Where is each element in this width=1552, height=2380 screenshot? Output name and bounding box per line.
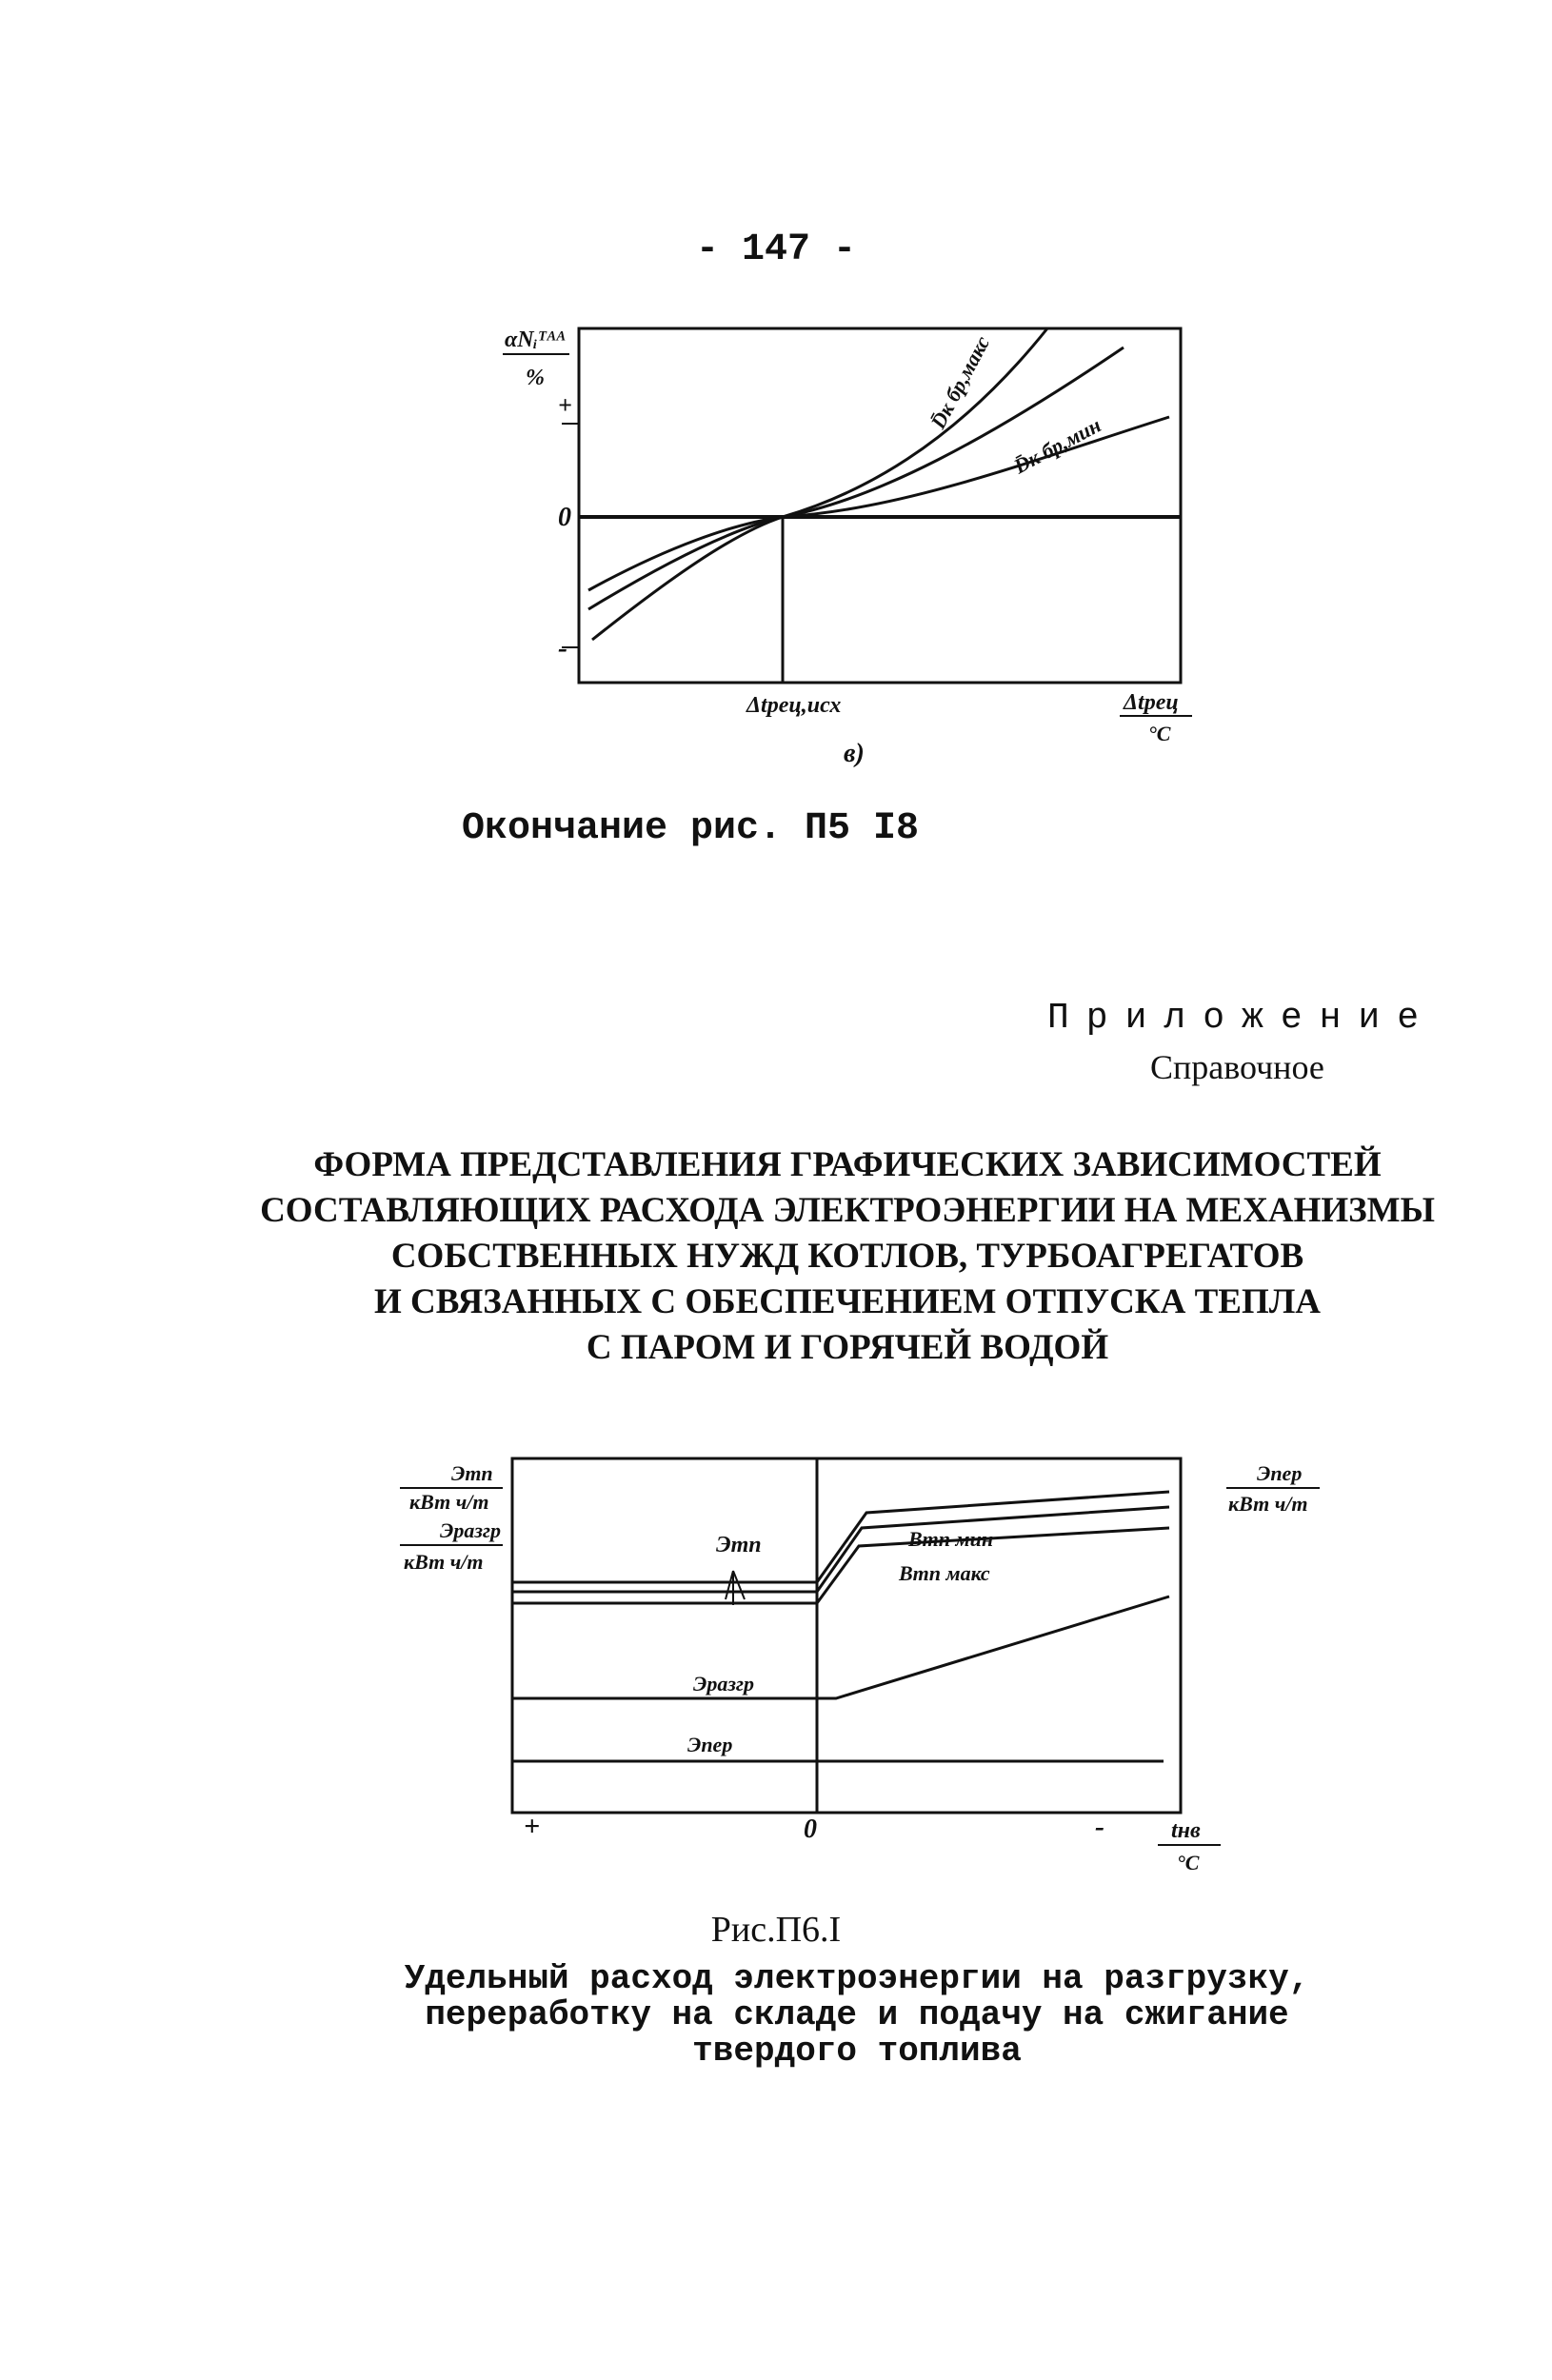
fig2-tick-plus: + <box>524 1811 541 1842</box>
fig1-tick-plus: + <box>558 391 572 419</box>
appendix-type: Справочное <box>1150 1048 1324 1086</box>
fig2-curve-label-max: Bтп макс <box>899 1561 990 1585</box>
page-number: - 147 - <box>695 228 857 271</box>
fig2-tp-pointer <box>726 1571 733 1599</box>
fig2-tp-pointer <box>733 1571 745 1599</box>
fig2-x-axis-label-top: tнв <box>1171 1818 1201 1843</box>
fig2-left-label-2-top: Эразгр <box>440 1518 502 1542</box>
fig2-curve-label-min: Bтп мин <box>908 1527 994 1551</box>
appendix-title: Приложение <box>1047 998 1437 1039</box>
figure-2-caption-line: Удельный расход электроэнергии на разгрузку, <box>404 1959 1310 1998</box>
fig2-frame <box>512 1458 1181 1813</box>
fig2-x-axis-label-bottom: °C <box>1177 1851 1200 1874</box>
fig2-curve-label-per: Эпер <box>687 1733 733 1756</box>
fig2-left-label-2-bottom: кВт ч/т <box>404 1550 484 1574</box>
fig2-right-label-bottom: кВт ч/т <box>1228 1492 1308 1516</box>
fig2-tick-zero: 0 <box>804 1815 817 1844</box>
fig1-y-label-top: αNᵢᵀᴬᴬ <box>505 327 566 352</box>
figure-2-number: Рис.П6.I <box>710 1910 842 1950</box>
fig1-curve-label-min: D̄к бр,мин <box>1009 412 1105 479</box>
section-title-line: СОСТАВЛЯЮЩИХ РАСХОДА ЭЛЕКТРОЭНЕРГИИ НА МЕХАНИЗМЫ <box>260 1191 1435 1230</box>
fig1-tick-zero: 0 <box>558 503 571 532</box>
fig2-curve-razgr <box>512 1597 1169 1698</box>
fig1-tick-minus: - <box>558 632 567 664</box>
figure-1-caption: Окончание рис. П5 I8 <box>461 807 920 850</box>
fig1-curve-label-max: D̄к бр,макс <box>925 331 995 433</box>
fig1-y-label-bottom: % <box>526 366 545 390</box>
figure-2-caption-line: переработку на складе и подачу на сжигание <box>425 1995 1289 2034</box>
section-title-line: ФОРМА ПРЕДСТАВЛЕНИЯ ГРАФИЧЕСКИХ ЗАВИСИМОСТЕЙ <box>313 1145 1382 1184</box>
fig2-curve-label-tp: Этп <box>716 1533 762 1557</box>
fig2-curve-label-razgr: Эразгр <box>693 1672 755 1696</box>
section-title-line: И СВЯЗАННЫХ С ОБЕСПЕЧЕНИЕМ ОТПУСКА ТЕПЛА <box>373 1282 1322 1321</box>
fig1-x-axis-label-bottom: °C <box>1148 722 1171 745</box>
fig2-left-label-1-top: Этп <box>451 1461 493 1485</box>
figure-2-caption <box>0 1961 1552 2070</box>
fig2-right-label-top: Эпер <box>1257 1461 1303 1485</box>
figure-2-caption-line: твердого топлива <box>692 2032 1022 2071</box>
fig1-x-axis-label-top: Δtрец <box>1124 690 1179 715</box>
fig1-panel-label: в) <box>844 739 865 768</box>
fig2-left-label-1-bottom: кВт ч/т <box>409 1490 489 1514</box>
fig1-x-tick-label: Δtрец,исх <box>746 693 842 718</box>
section-title-line: С ПАРОМ И ГОРЯЧЕЙ ВОДОЙ <box>586 1328 1109 1367</box>
fig2-tick-minus: - <box>1095 1811 1104 1842</box>
section-title-line: СОБСТВЕННЫХ НУЖД КОТЛОВ, ТУРБОАГРЕГАТОВ <box>390 1237 1304 1276</box>
